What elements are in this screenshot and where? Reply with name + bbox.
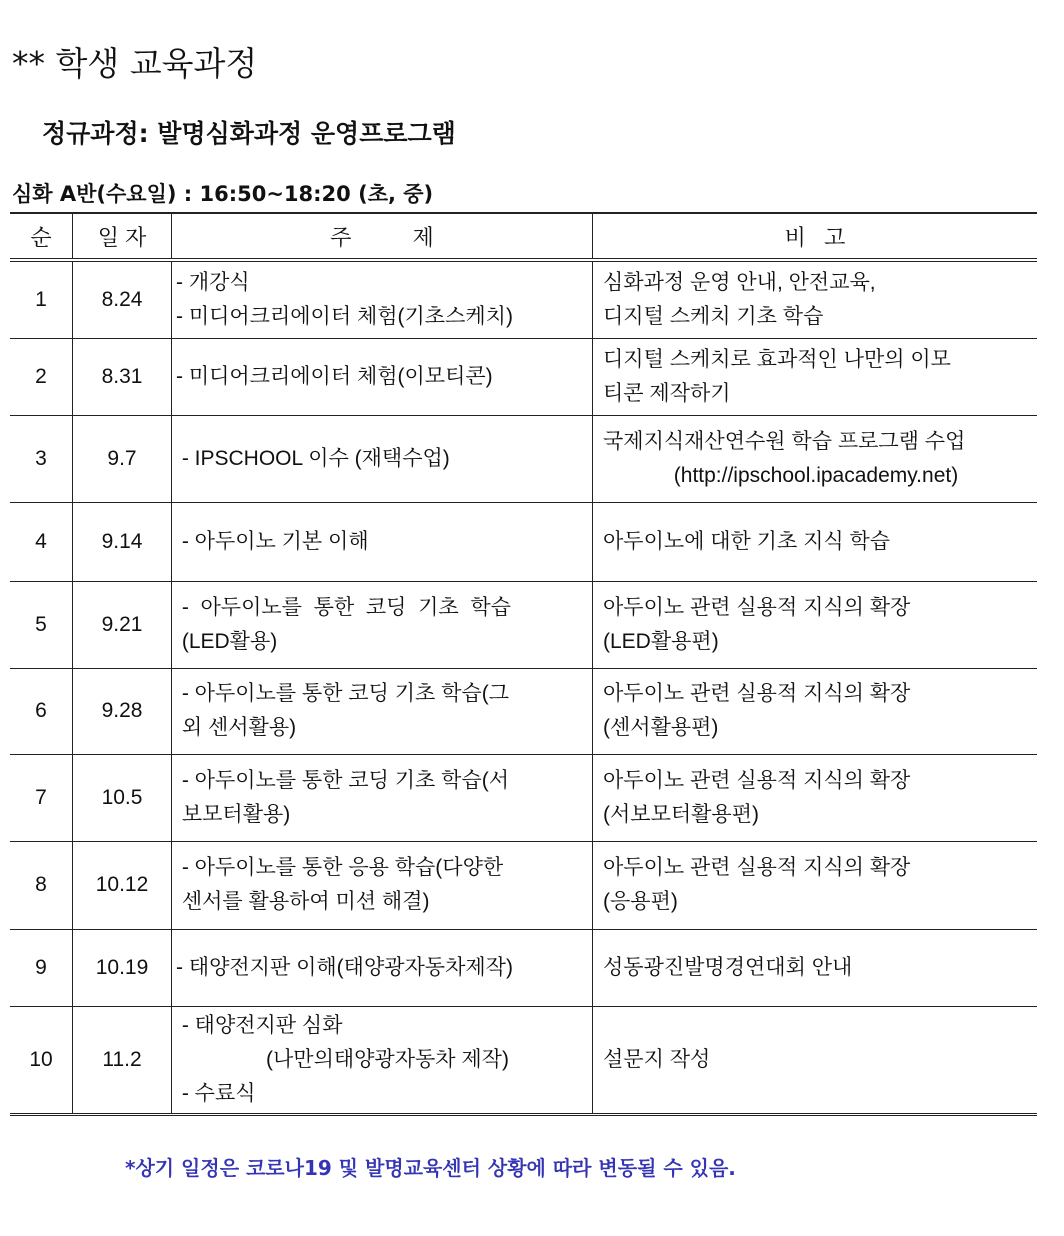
topic-line: 센서를 활용하여 미션 해결)	[176, 890, 430, 913]
row-topic	[172, 754, 593, 841]
page-title: ** 학생 교육과정	[12, 44, 258, 83]
table-row	[10, 668, 1037, 754]
row-date: 9.7	[73, 415, 172, 502]
topic-line: - IPSCHOOL 이수 (재택수업)	[176, 446, 450, 470]
row-topic	[172, 929, 593, 1006]
topic-line: - 아두이노를 통한 코딩 기초 학습(그	[176, 682, 509, 705]
row-topic	[172, 338, 593, 415]
topic-line: - 아두이노 기본 이해	[176, 529, 369, 553]
remark-line: (http://ipschool.ipacademy.net)	[673, 463, 959, 487]
remark-line: 아두이노에 대한 기초 지식 학습	[603, 529, 891, 553]
row-order: 10	[10, 1006, 73, 1114]
table-body	[10, 260, 1037, 1114]
topic-line: - 아두이노를 통한 응용 학습(다양한	[176, 856, 504, 879]
remark-line: 디지털 스케치 기초 학습	[603, 304, 824, 328]
row-date: 10.5	[73, 754, 172, 841]
row-date: 9.21	[73, 581, 172, 668]
remark-line: 티콘 제작하기	[603, 381, 731, 405]
table-row	[10, 260, 1037, 338]
row-date: 11.2	[73, 1006, 172, 1114]
remark-line: 아두이노 관련 실용적 지식의 확장	[603, 682, 911, 705]
topic-line: - 미디어크리에이터 체험(기초스케치)	[176, 304, 513, 328]
topic-line: - 태양전지판 이해(태양광자동차제작)	[176, 955, 513, 979]
topic-line: 보모터활용)	[176, 802, 291, 826]
remark-line: 심화과정 운영 안내, 안전교육,	[603, 270, 876, 294]
row-remark	[593, 668, 1038, 754]
schedule-change-note: *상기 일정은 코로나19 및 발명교육센터 상황에 따라 변동될 수 있음.	[125, 1156, 736, 1180]
header-date: 일 자	[73, 213, 172, 260]
class-schedule-heading: 심화 A반(수요일) : 16:50~18:20 (초, 중)	[12, 182, 434, 206]
row-remark	[593, 260, 1038, 338]
remark-line: 성동광진발명경연대회 안내	[603, 955, 853, 979]
header-remark: 비 고	[593, 213, 1038, 260]
header-order: 순	[10, 213, 73, 260]
remark-line: (LED활용편)	[603, 629, 719, 653]
remark-line: 디지털 스케치로 효과적인 나만의 이모	[603, 347, 951, 371]
topic-line: - 수료식	[176, 1081, 256, 1105]
topic-line: - 미디어크리에이터 체험(이모티콘)	[176, 364, 493, 388]
row-remark	[593, 841, 1038, 929]
row-order: 2	[10, 338, 73, 415]
row-remark	[593, 338, 1038, 415]
row-order: 6	[10, 668, 73, 754]
row-order: 5	[10, 581, 73, 668]
row-order: 3	[10, 415, 73, 502]
remark-line: 아두이노 관련 실용적 지식의 확장	[603, 768, 911, 792]
remark-line: (서보모터활용편)	[603, 802, 759, 826]
row-remark	[593, 1006, 1038, 1114]
row-order: 4	[10, 502, 73, 581]
row-order: 1	[10, 260, 73, 338]
row-date: 8.31	[73, 338, 172, 415]
topic-line: 외 센서활용)	[176, 716, 297, 739]
row-remark	[593, 929, 1038, 1006]
table-header-row	[10, 213, 1037, 260]
table-row	[10, 929, 1037, 1006]
remark-line: 아두이노 관련 실용적 지식의 확장	[603, 595, 911, 619]
row-date: 8.24	[73, 260, 172, 338]
row-topic	[172, 502, 593, 581]
table-row	[10, 841, 1037, 929]
topic-line: (LED활용)	[176, 629, 278, 653]
topic-line: - 아두이노를 통한 코딩 기초 학습	[176, 595, 511, 619]
remark-line: 국제지식재산연수원 학습 프로그램 수업	[603, 429, 966, 453]
table-row	[10, 415, 1037, 502]
table-row	[10, 754, 1037, 841]
row-topic	[172, 668, 593, 754]
table-row	[10, 338, 1037, 415]
header-topic: 주 제	[172, 213, 593, 260]
row-topic	[172, 581, 593, 668]
remark-line: 설문지 작성	[603, 1047, 711, 1071]
program-subtitle: 정규과정: 발명심화과정 운영프로그램	[42, 119, 456, 148]
row-remark	[593, 415, 1038, 502]
table-row	[10, 581, 1037, 668]
curriculum-table	[10, 212, 1037, 1116]
row-remark	[593, 581, 1038, 668]
row-topic	[172, 841, 593, 929]
remark-line: (센서활용편)	[603, 716, 719, 739]
topic-line: - 태양전지판 심화	[176, 1013, 343, 1037]
remark-line: 아두이노 관련 실용적 지식의 확장	[603, 856, 911, 879]
row-date: 9.28	[73, 668, 172, 754]
row-topic	[172, 260, 593, 338]
row-remark	[593, 754, 1038, 841]
table-row	[10, 502, 1037, 581]
table-row	[10, 1006, 1037, 1114]
row-date: 10.12	[73, 841, 172, 929]
row-order: 7	[10, 754, 73, 841]
remark-line: (응용편)	[603, 890, 678, 913]
topic-line: (나만의태양광자동차 제작)	[266, 1047, 509, 1071]
topic-line: - 개강식	[176, 270, 250, 294]
row-order: 8	[10, 841, 73, 929]
row-date: 10.19	[73, 929, 172, 1006]
topic-line: - 아두이노를 통한 코딩 기초 학습(서	[176, 768, 509, 792]
row-order: 9	[10, 929, 73, 1006]
row-topic	[172, 1006, 593, 1114]
row-remark	[593, 502, 1038, 581]
row-date: 9.14	[73, 502, 172, 581]
row-topic	[172, 415, 593, 502]
